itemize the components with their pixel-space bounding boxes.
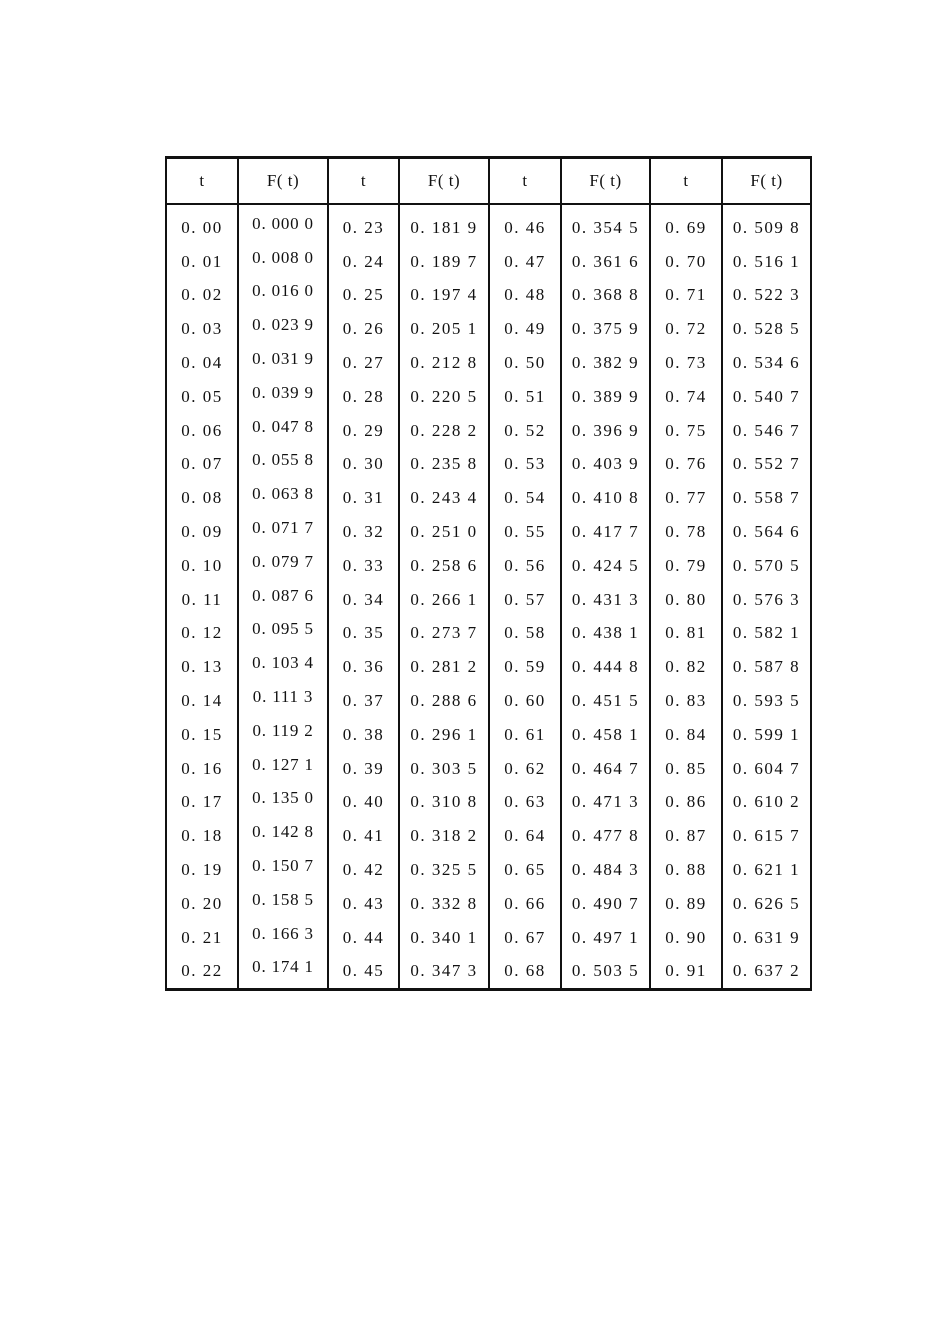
cell-f-t: 0. 382 9 xyxy=(561,346,650,380)
cell-f-t: 0. 228 2 xyxy=(399,414,489,448)
cell-f-t: 0. 340 1 xyxy=(399,921,489,955)
cell-t: 0. 37 xyxy=(328,684,399,718)
cell-f-t: 0. 071 7 xyxy=(238,511,328,545)
table-row xyxy=(166,515,811,549)
cell-t: 0. 50 xyxy=(489,346,561,380)
cell-f-t: 0. 368 8 xyxy=(561,279,650,313)
cell-f-t: 0. 325 5 xyxy=(399,853,489,887)
cell-t: 0. 13 xyxy=(166,650,238,684)
cell-t: 0. 75 xyxy=(650,414,722,448)
cell-t: 0. 32 xyxy=(328,515,399,549)
cell-t: 0. 01 xyxy=(166,245,238,279)
cell-f-t: 0. 637 2 xyxy=(722,955,811,990)
header-row xyxy=(166,158,811,205)
cell-f-t: 0. 031 9 xyxy=(238,342,328,376)
cell-t: 0. 44 xyxy=(328,921,399,955)
cell-f-t: 0. 220 5 xyxy=(399,380,489,414)
table-row xyxy=(166,617,811,651)
cell-f-t: 0. 546 7 xyxy=(722,414,811,448)
table-row xyxy=(166,380,811,414)
cell-t: 0. 19 xyxy=(166,853,238,887)
cell-f-t: 0. 258 6 xyxy=(399,549,489,583)
cell-t: 0. 68 xyxy=(489,955,561,990)
cell-t: 0. 56 xyxy=(489,549,561,583)
table-row xyxy=(166,279,811,313)
cell-f-t: 0. 181 9 xyxy=(399,204,489,245)
cell-t: 0. 34 xyxy=(328,583,399,617)
table-row xyxy=(166,583,811,617)
cell-f-t: 0. 174 1 xyxy=(238,951,328,986)
cell-f-t: 0. 189 7 xyxy=(399,245,489,279)
cell-t: 0. 02 xyxy=(166,279,238,313)
table-row xyxy=(166,414,811,448)
cell-t: 0. 71 xyxy=(650,279,722,313)
cell-t: 0. 70 xyxy=(650,245,722,279)
cell-f-t: 0. 410 8 xyxy=(561,481,650,515)
cell-f-t: 0. 464 7 xyxy=(561,752,650,786)
cell-t: 0. 21 xyxy=(166,921,238,955)
cell-t: 0. 69 xyxy=(650,204,722,245)
cell-t: 0. 00 xyxy=(166,204,238,245)
cell-f-t: 0. 375 9 xyxy=(561,312,650,346)
cell-t: 0. 29 xyxy=(328,414,399,448)
cell-f-t: 0. 142 8 xyxy=(238,815,328,849)
cell-f-t: 0. 587 8 xyxy=(722,650,811,684)
cell-f-t: 0. 000 0 xyxy=(238,200,328,241)
table-row xyxy=(166,752,811,786)
cell-t: 0. 49 xyxy=(489,312,561,346)
cell-t: 0. 05 xyxy=(166,380,238,414)
cell-f-t: 0. 417 7 xyxy=(561,515,650,549)
cell-t: 0. 61 xyxy=(489,718,561,752)
cell-f-t: 0. 235 8 xyxy=(399,448,489,482)
cell-f-t: 0. 023 9 xyxy=(238,308,328,342)
cell-t: 0. 30 xyxy=(328,448,399,482)
table-row xyxy=(166,204,811,245)
cell-t: 0. 47 xyxy=(489,245,561,279)
cell-t: 0. 20 xyxy=(166,887,238,921)
cell-t: 0. 78 xyxy=(650,515,722,549)
cell-t: 0. 07 xyxy=(166,448,238,482)
cell-f-t: 0. 119 2 xyxy=(238,714,328,748)
cell-f-t: 0. 347 3 xyxy=(399,955,489,990)
cell-f-t: 0. 528 5 xyxy=(722,312,811,346)
cell-f-t: 0. 103 4 xyxy=(238,646,328,680)
cell-f-t: 0. 243 4 xyxy=(399,481,489,515)
cell-f-t: 0. 451 5 xyxy=(561,684,650,718)
cell-t: 0. 57 xyxy=(489,583,561,617)
cell-t: 0. 81 xyxy=(650,617,722,651)
cell-t: 0. 85 xyxy=(650,752,722,786)
table-row xyxy=(166,245,811,279)
cell-t: 0. 65 xyxy=(489,853,561,887)
cell-f-t: 0. 484 3 xyxy=(561,853,650,887)
cell-t: 0. 08 xyxy=(166,481,238,515)
cell-t: 0. 72 xyxy=(650,312,722,346)
table-body xyxy=(166,204,811,990)
header-t: t xyxy=(328,158,399,205)
cell-t: 0. 51 xyxy=(489,380,561,414)
cell-f-t: 0. 599 1 xyxy=(722,718,811,752)
cell-f-t: 0. 615 7 xyxy=(722,819,811,853)
cell-t: 0. 25 xyxy=(328,279,399,313)
cell-f-t: 0. 582 1 xyxy=(722,617,811,651)
cell-f-t: 0. 593 5 xyxy=(722,684,811,718)
table-row xyxy=(166,312,811,346)
cell-f-t: 0. 087 6 xyxy=(238,579,328,613)
cell-f-t: 0. 354 5 xyxy=(561,204,650,245)
cell-t: 0. 22 xyxy=(166,955,238,990)
cell-t: 0. 74 xyxy=(650,380,722,414)
cell-t: 0. 79 xyxy=(650,549,722,583)
cell-f-t: 0. 127 1 xyxy=(238,748,328,782)
cell-f-t: 0. 503 5 xyxy=(561,955,650,990)
header-t: t xyxy=(166,158,238,205)
cell-t: 0. 41 xyxy=(328,819,399,853)
cell-t: 0. 77 xyxy=(650,481,722,515)
cell-t: 0. 15 xyxy=(166,718,238,752)
table-row xyxy=(166,346,811,380)
cell-f-t: 0. 251 0 xyxy=(399,515,489,549)
cell-t: 0. 62 xyxy=(489,752,561,786)
table-row xyxy=(166,955,811,990)
cell-f-t: 0. 303 5 xyxy=(399,752,489,786)
cell-f-t: 0. 318 2 xyxy=(399,819,489,853)
cell-t: 0. 28 xyxy=(328,380,399,414)
cell-t: 0. 04 xyxy=(166,346,238,380)
cell-t: 0. 12 xyxy=(166,617,238,651)
header-f-t: F( t) xyxy=(399,158,489,205)
cell-f-t: 0. 197 4 xyxy=(399,279,489,313)
cell-t: 0. 90 xyxy=(650,921,722,955)
table-row xyxy=(166,718,811,752)
cell-f-t: 0. 631 9 xyxy=(722,921,811,955)
cell-t: 0. 66 xyxy=(489,887,561,921)
cell-t: 0. 40 xyxy=(328,786,399,820)
cell-f-t: 0. 273 7 xyxy=(399,617,489,651)
cell-f-t: 0. 516 1 xyxy=(722,245,811,279)
header-t: t xyxy=(489,158,561,205)
cell-f-t: 0. 063 8 xyxy=(238,477,328,511)
cell-f-t: 0. 444 8 xyxy=(561,650,650,684)
table-header xyxy=(166,158,811,205)
cell-f-t: 0. 431 3 xyxy=(561,583,650,617)
cell-f-t: 0. 490 7 xyxy=(561,887,650,921)
cell-f-t: 0. 310 8 xyxy=(399,786,489,820)
table-row xyxy=(166,853,811,887)
cell-t: 0. 11 xyxy=(166,583,238,617)
cell-f-t: 0. 111 3 xyxy=(238,680,328,714)
cell-t: 0. 17 xyxy=(166,786,238,820)
cell-t: 0. 84 xyxy=(650,718,722,752)
header-t: t xyxy=(650,158,722,205)
cell-f-t: 0. 266 1 xyxy=(399,583,489,617)
cell-f-t: 0. 558 7 xyxy=(722,481,811,515)
cell-f-t: 0. 621 1 xyxy=(722,853,811,887)
cell-t: 0. 43 xyxy=(328,887,399,921)
cell-f-t: 0. 008 0 xyxy=(238,241,328,275)
table-row xyxy=(166,549,811,583)
cell-t: 0. 73 xyxy=(650,346,722,380)
cell-f-t: 0. 540 7 xyxy=(722,380,811,414)
table-row xyxy=(166,887,811,921)
cell-t: 0. 52 xyxy=(489,414,561,448)
cell-f-t: 0. 016 0 xyxy=(238,275,328,309)
cell-t: 0. 03 xyxy=(166,312,238,346)
cell-f-t: 0. 552 7 xyxy=(722,448,811,482)
cell-t: 0. 23 xyxy=(328,204,399,245)
header-f-t: F( t) xyxy=(722,158,811,205)
cell-t: 0. 87 xyxy=(650,819,722,853)
cell-f-t: 0. 626 5 xyxy=(722,887,811,921)
cell-f-t: 0. 288 6 xyxy=(399,684,489,718)
cell-t: 0. 89 xyxy=(650,887,722,921)
cell-t: 0. 60 xyxy=(489,684,561,718)
cell-t: 0. 27 xyxy=(328,346,399,380)
cell-t: 0. 86 xyxy=(650,786,722,820)
table-row xyxy=(166,921,811,955)
cell-t: 0. 38 xyxy=(328,718,399,752)
cell-t: 0. 58 xyxy=(489,617,561,651)
cell-f-t: 0. 604 7 xyxy=(722,752,811,786)
cell-f-t: 0. 079 7 xyxy=(238,545,328,579)
cell-f-t: 0. 610 2 xyxy=(722,786,811,820)
cell-t: 0. 64 xyxy=(489,819,561,853)
cell-f-t: 0. 047 8 xyxy=(238,410,328,444)
cell-t: 0. 24 xyxy=(328,245,399,279)
header-f-t: F( t) xyxy=(238,158,328,205)
cell-f-t: 0. 424 5 xyxy=(561,549,650,583)
cell-t: 0. 14 xyxy=(166,684,238,718)
cell-f-t: 0. 471 3 xyxy=(561,786,650,820)
cell-f-t: 0. 361 6 xyxy=(561,245,650,279)
cell-t: 0. 76 xyxy=(650,448,722,482)
cell-f-t: 0. 534 6 xyxy=(722,346,811,380)
cell-f-t: 0. 389 9 xyxy=(561,380,650,414)
cell-f-t: 0. 564 6 xyxy=(722,515,811,549)
cell-t: 0. 18 xyxy=(166,819,238,853)
cell-t: 0. 80 xyxy=(650,583,722,617)
cell-f-t: 0. 497 1 xyxy=(561,921,650,955)
cell-f-t: 0. 095 5 xyxy=(238,613,328,647)
cell-f-t: 0. 039 9 xyxy=(238,376,328,410)
cell-t: 0. 16 xyxy=(166,752,238,786)
table-row xyxy=(166,819,811,853)
cell-t: 0. 33 xyxy=(328,549,399,583)
cell-t: 0. 42 xyxy=(328,853,399,887)
cell-f-t: 0. 055 8 xyxy=(238,444,328,478)
distribution-table xyxy=(165,156,812,991)
cell-f-t: 0. 332 8 xyxy=(399,887,489,921)
cell-f-t: 0. 205 1 xyxy=(399,312,489,346)
cell-t: 0. 59 xyxy=(489,650,561,684)
cell-t: 0. 31 xyxy=(328,481,399,515)
cell-f-t: 0. 281 2 xyxy=(399,650,489,684)
cell-t: 0. 83 xyxy=(650,684,722,718)
table-row xyxy=(166,650,811,684)
cell-t: 0. 26 xyxy=(328,312,399,346)
cell-f-t: 0. 403 9 xyxy=(561,448,650,482)
cell-f-t: 0. 296 1 xyxy=(399,718,489,752)
cell-f-t: 0. 458 1 xyxy=(561,718,650,752)
header-f-t: F( t) xyxy=(561,158,650,205)
cell-t: 0. 06 xyxy=(166,414,238,448)
cell-f-t: 0. 576 3 xyxy=(722,583,811,617)
cell-t: 0. 36 xyxy=(328,650,399,684)
cell-f-t: 0. 522 3 xyxy=(722,279,811,313)
cell-f-t: 0. 477 8 xyxy=(561,819,650,853)
cell-t: 0. 54 xyxy=(489,481,561,515)
cell-f-t: 0. 158 5 xyxy=(238,883,328,917)
cell-f-t: 0. 509 8 xyxy=(722,204,811,245)
cell-t: 0. 67 xyxy=(489,921,561,955)
table-row xyxy=(166,786,811,820)
cell-f-t: 0. 438 1 xyxy=(561,617,650,651)
cell-t: 0. 39 xyxy=(328,752,399,786)
cell-t: 0. 48 xyxy=(489,279,561,313)
table-row xyxy=(166,684,811,718)
cell-f-t: 0. 135 0 xyxy=(238,782,328,816)
cell-t: 0. 63 xyxy=(489,786,561,820)
table-row xyxy=(166,481,811,515)
cell-f-t: 0. 212 8 xyxy=(399,346,489,380)
cell-t: 0. 82 xyxy=(650,650,722,684)
cell-f-t: 0. 570 5 xyxy=(722,549,811,583)
cell-t: 0. 45 xyxy=(328,955,399,990)
cell-t: 0. 55 xyxy=(489,515,561,549)
cell-t: 0. 35 xyxy=(328,617,399,651)
cell-f-t: 0. 150 7 xyxy=(238,849,328,883)
cell-t: 0. 88 xyxy=(650,853,722,887)
cell-f-t: 0. 396 9 xyxy=(561,414,650,448)
cell-f-t: 0. 166 3 xyxy=(238,917,328,951)
cell-t: 0. 91 xyxy=(650,955,722,990)
cell-t: 0. 53 xyxy=(489,448,561,482)
cell-t: 0. 10 xyxy=(166,549,238,583)
cell-t: 0. 46 xyxy=(489,204,561,245)
table-row xyxy=(166,448,811,482)
cell-t: 0. 09 xyxy=(166,515,238,549)
